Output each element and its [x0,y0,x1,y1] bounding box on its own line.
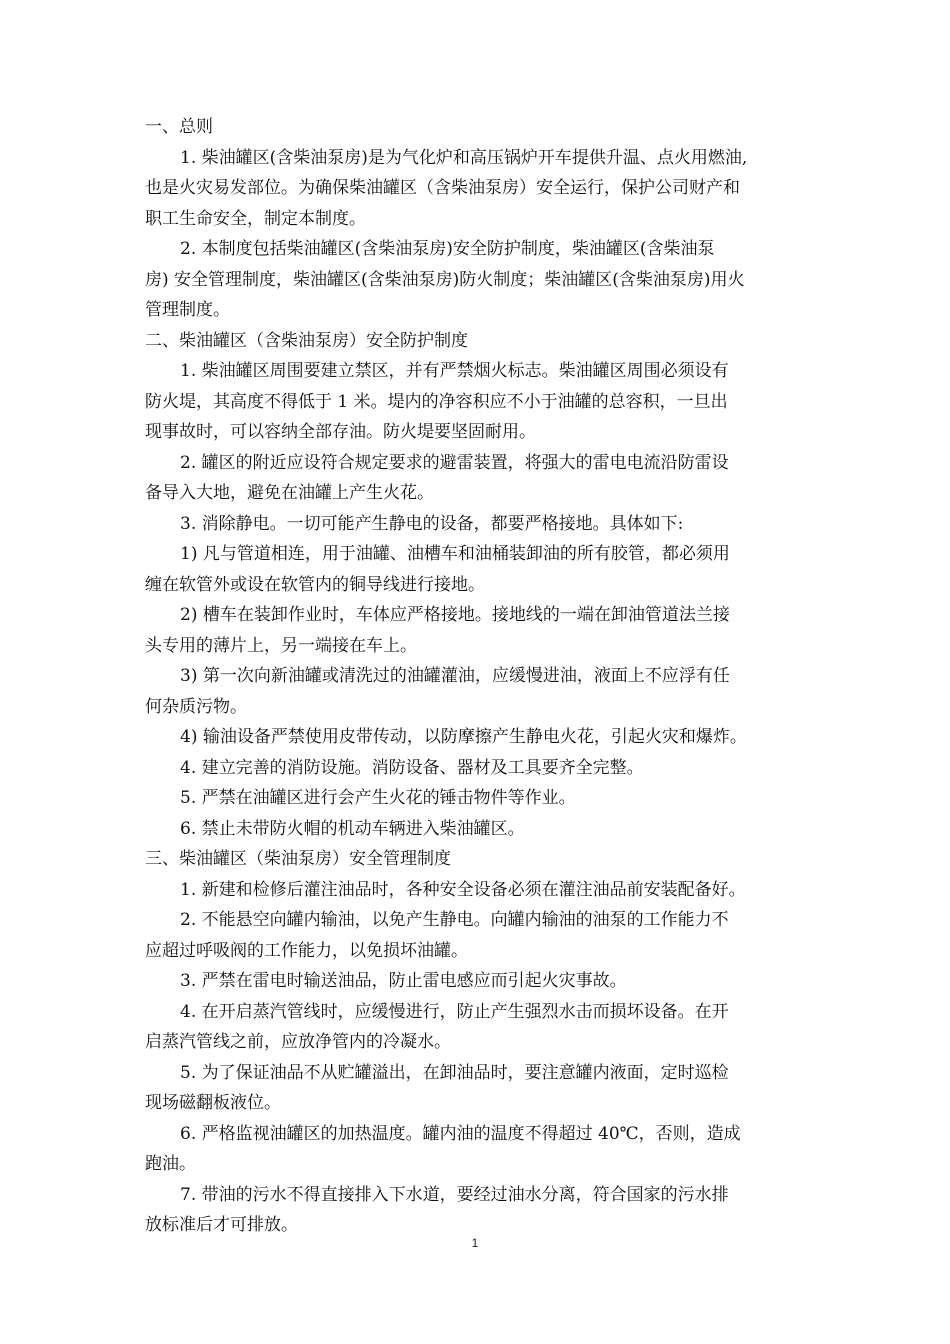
text-line: 1. 新建和检修后灌注油品时，各种安全设备必须在灌注油品前安装配备好。 [180,879,746,900]
text-line: 1) 凡与管道相连，用于油罐、油槽车和油桶装卸油的所有胶管，都必须用 [180,544,730,564]
text-line: 何杂质污物。 [145,696,247,717]
text-line: 5. 严禁在油罐区进行会产生火花的锤击物件等作业。 [180,788,576,808]
text-line: 也是火灾易发部位。为确保柴油罐区（含柴油泵房）安全运行，保护公司财产和 [145,178,740,198]
text-line: 应超过呼吸阀的工作能力，以免损坏油罐。 [145,940,468,961]
text-line: 头专用的薄片上，另一端接在车上。 [145,635,417,656]
text-line: 6. 严格监视油罐区的加热温度。罐内油的温度不得超过 40℃，否则，造成 [180,1123,741,1144]
text-line: 备导入大地，避免在油罐上产生火花。 [145,483,434,503]
text-line: 2. 不能悬空向罐内输油，以免产生静电。向罐内输油的油泵的工作能力不 [180,910,729,930]
text-line: 启蒸汽管线之前，应放净管内的冷凝水。 [145,1032,451,1052]
text-line: 6. 禁止未带防火帽的机动车辆进入柴油罐区。 [180,818,525,839]
text-line: 2. 本制度包括柴油罐区(含柴油泵房)安全防护制度，柴油罐区(含柴油泵 [180,239,715,259]
document-body [145,112,825,1241]
text-line: 房) 安全管理制度，柴油罐区(含柴油泵房)防火制度；柴油罐区(含柴油泵房)用火 [145,269,745,290]
text-line: 跑油。 [145,1154,196,1174]
text-line: 缠在软管外或设在软管内的铜导线进行接地。 [145,574,485,595]
text-line: 5. 为了保证油品不从贮罐溢出，在卸油品时，要注意罐内液面，定时巡检 [180,1062,729,1083]
text-line: 一、总则 [145,117,213,137]
text-line: 3. 消除静电。一切可能产生静电的设备，都要严格接地。具体如下: [180,513,684,534]
page-number: 1 [471,1236,479,1250]
text-line: 现场磁翻板液位。 [145,1093,281,1113]
text-line: 放标准后才可排放。 [145,1215,298,1235]
text-line: 二、柴油罐区（含柴油泵房）安全防护制度 [145,330,468,351]
text-line: 防火堤，其高度不得低于 1 米。堤内的净容积应不小于油罐的总容积，一旦出 [145,391,728,412]
text-line: 职工生命安全，制定本制度。 [145,208,366,229]
text-line: 三、柴油罐区（柴油泵房）安全管理制度 [145,849,451,869]
text-line: 4) 输油设备严禁使用皮带传动，以防摩擦产生静电火花，引起火灾和爆炸。 [180,727,747,747]
text-line: 3) 第一次向新油罐或清洗过的油罐灌油，应缓慢进油，液面上不应浮有任 [180,666,730,686]
text-line: 管理制度。 [145,300,230,320]
text-line: 4. 在开启蒸汽管线时，应缓慢进行，防止产生强烈水击而损坏设备。在开 [180,1001,729,1022]
text-line: 2. 罐区的附近应设符合规定要求的避雷装置，将强大的雷电电流沿防雷设 [180,452,729,473]
text-line: 1. 柴油罐区周围要建立禁区，并有严禁烟火标志。柴油罐区周围必须设有 [180,361,729,381]
text-line: 3. 严禁在雷电时输送油品，防止雷电感应而引起火灾事故。 [180,971,627,991]
text-line: 7. 带油的污水不得直接排入下水道，要经过油水分离，符合国家的污水排 [180,1184,729,1205]
text-line: 2) 槽车在装卸作业时，车体应严格接地。接地线的一端在卸油管道法兰接 [180,605,730,625]
text-line: 现事故时，可以容纳全部存油。防火堤要坚固耐用。 [145,422,536,442]
text-line: 4. 建立完善的消防设施。消防设备、器材及工具要齐全完整。 [180,757,644,778]
text-line: 1. 柴油罐区(含柴油泵房)是为气化炉和高压锅炉开车提供升温、点火用燃油, [180,147,748,168]
